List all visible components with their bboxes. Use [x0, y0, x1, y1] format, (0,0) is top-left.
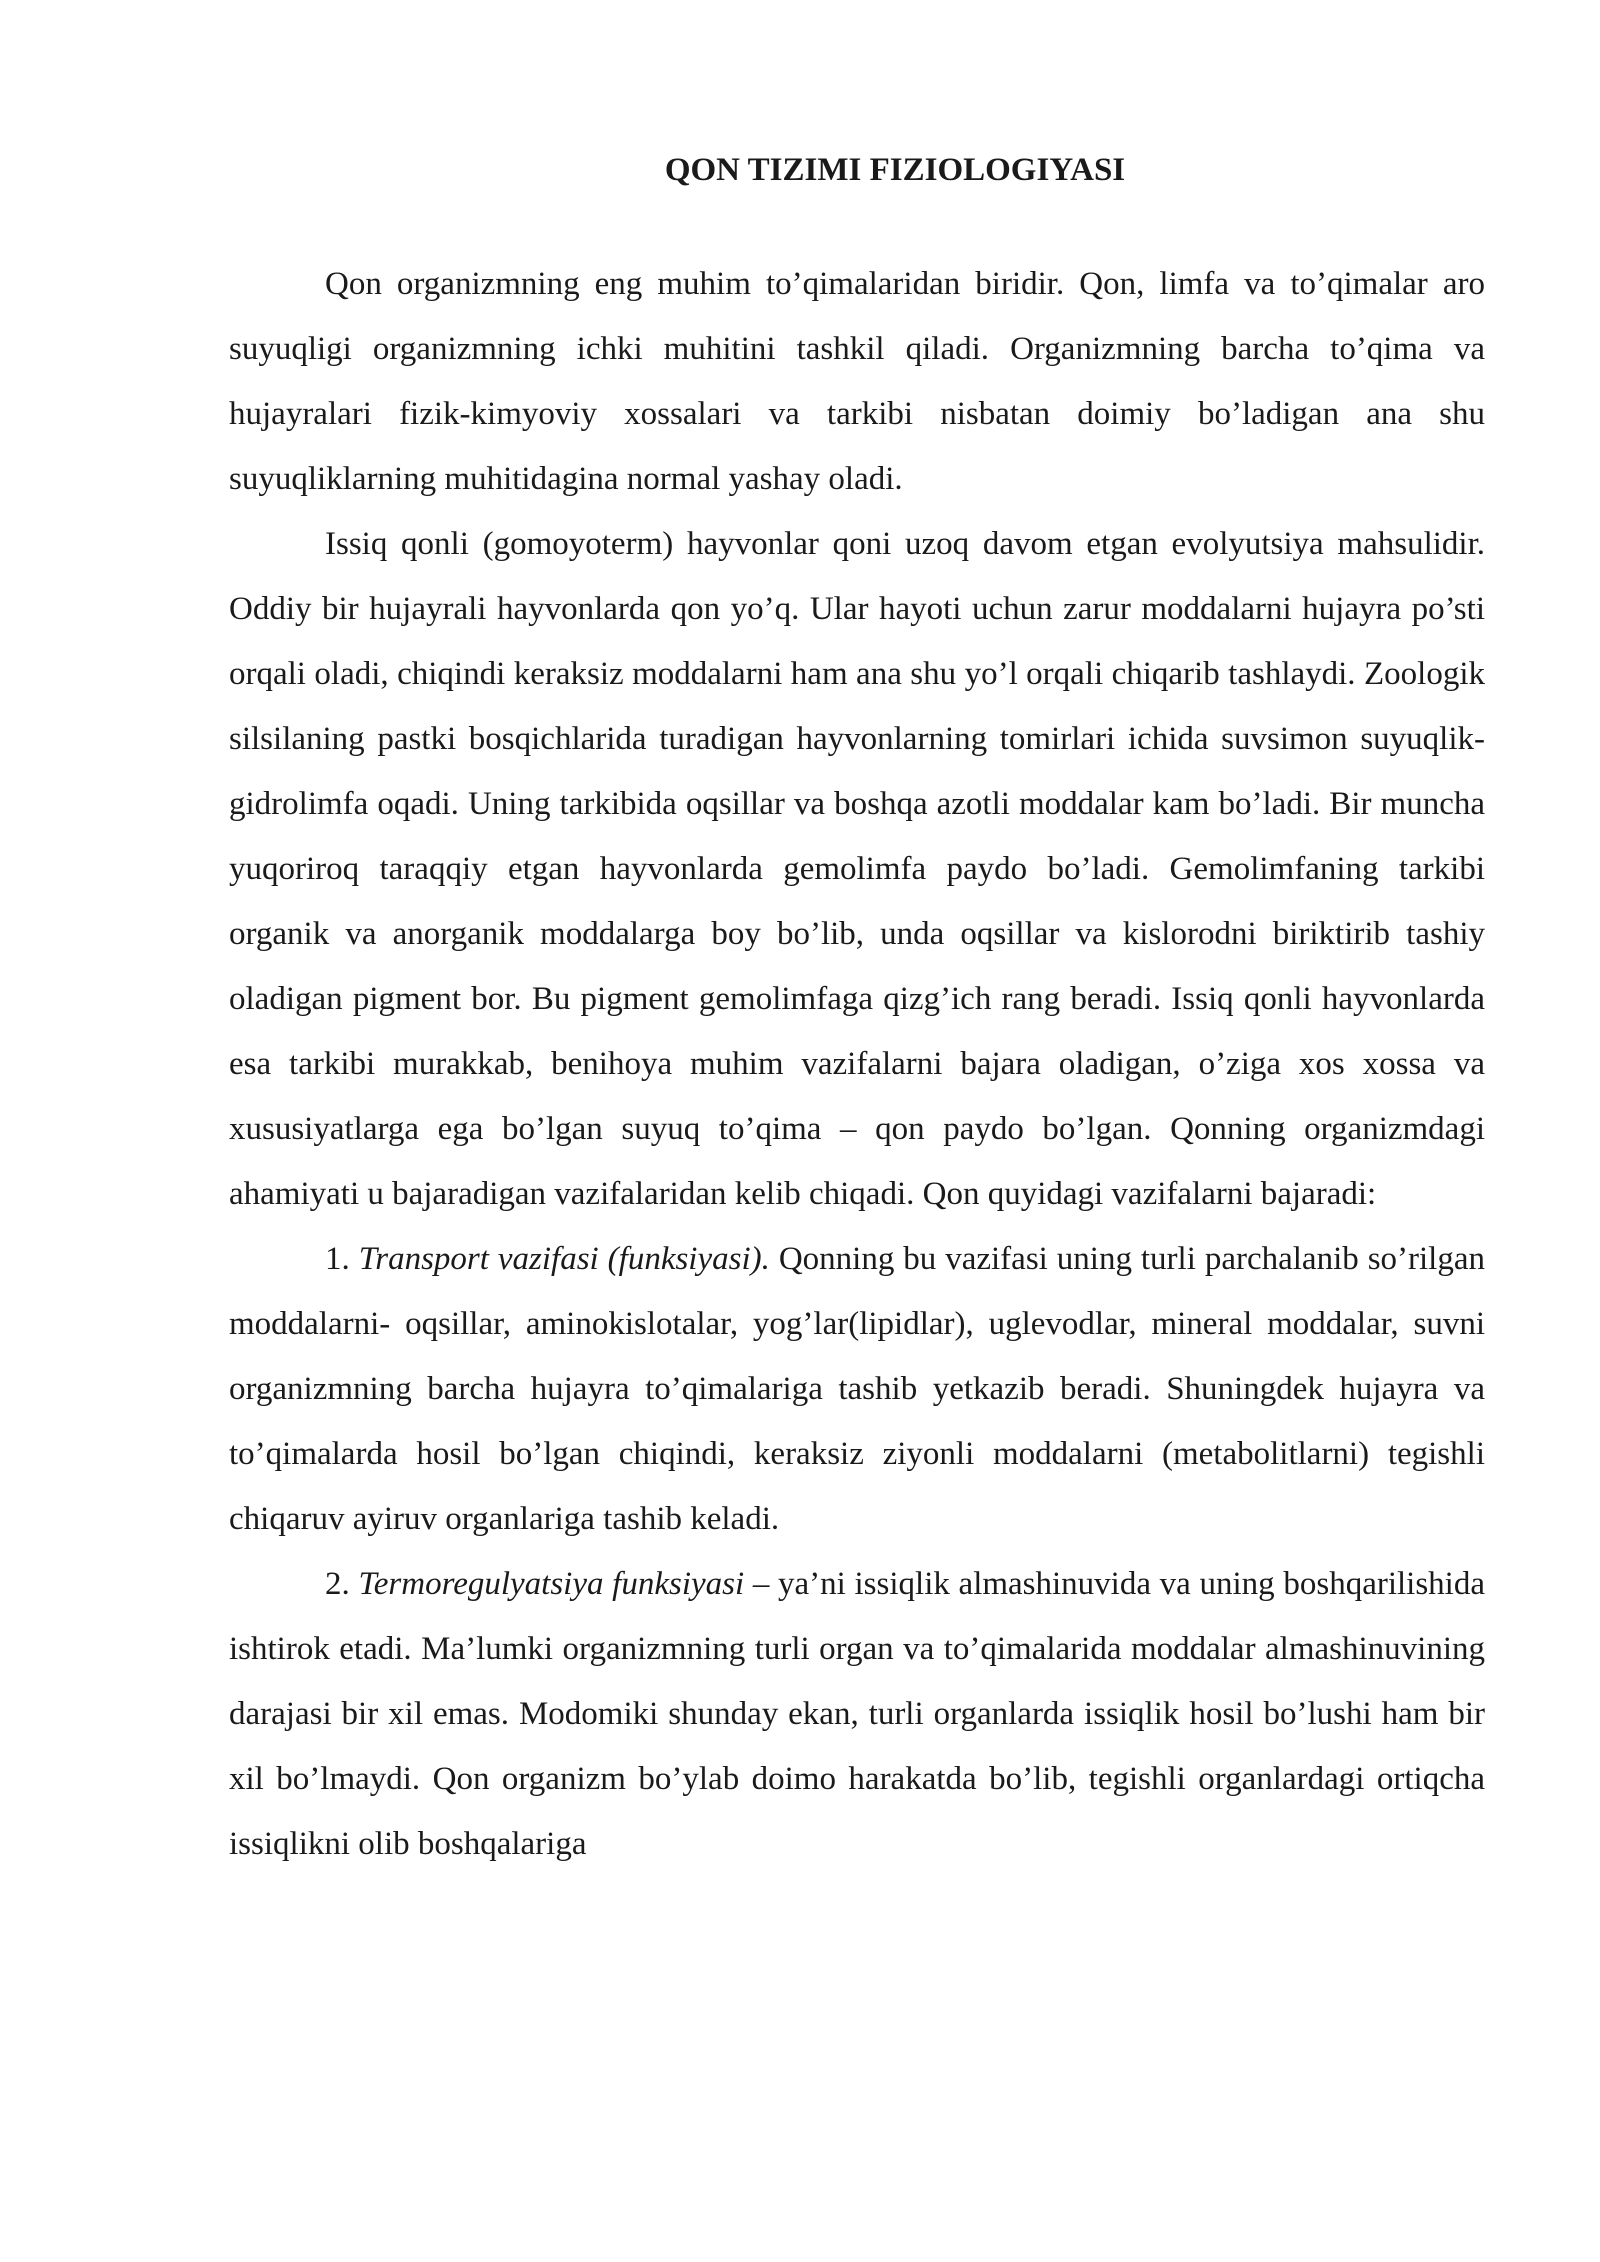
- paragraph-thermoregulation-function: [229, 1552, 1485, 1877]
- paragraph-text: Qon organizmning eng muhim to’qimalaridan biridir. Qon, limfa va to’qimalar aro suyuqligi organizmning ichki muhitini tashkil qiladi. Organizmning barcha to’qima va hujayralari fizik-kimyoviy xossalari va tarkibi nisbatan doimiy bo’ladigan ana shu suyuqliklarning muhitidagina normal yashay oladi.: [229, 266, 1485, 497]
- paragraph-text: – ya’ni issiqlik almashinuvida va uning boshqarilishida ishtirok etadi. Ma’lumki organizmning turli organ va to’qimalarida moddalar almashinuvining darajasi bir xil emas. Modomiki shunday ekan, turli organlarda issiqlik hosil bo’lushi ham bir xil bo’lmaydi. Qon organizm bo’ylab doimo harakatda bo’lib, tegishli organlardagi ortiqcha issiqlikni olib boshqalariga: [229, 1566, 1485, 1862]
- paragraph-text: Qonning bu vazifasi uning turli parchalanib so’rilgan moddalarni- oqsillar, aminokislotalar, yog’lar(lipidlar), uglevodlar, mineral moddalar, suvni organizmning barcha hujayra to’qimalariga tashib yetkazib beradi. Shuningdek hujayra va to’qimalarda hosil bo’lgan chiqindi, keraksiz ziyonli moddalarni (metabolitlarni) tegishli chiqaruv ayiruv organlariga tashib keladi.: [229, 1241, 1485, 1537]
- document-page: [229, 150, 1485, 1877]
- function-heading: Transport vazifasi (funksiyasi).: [358, 1241, 770, 1277]
- list-number: 1.: [325, 1241, 350, 1277]
- function-heading: Termoregulyatsiya funksiyasi: [358, 1566, 745, 1602]
- paragraph-intro: [229, 252, 1485, 512]
- paragraph-transport-function: [229, 1227, 1485, 1552]
- paragraph-text: Issiq qonli (gomoyoterm) hayvonlar qoni uzoq davom etgan evolyutsiya mahsulidir. Oddiy bir hujayrali hayvonlarda qon yo’q. Ular hayoti uchun zarur moddalarni hujayra po’sti orqali oladi, chiqindi keraksiz moddalarni ham ana shu yo’l orqali chiqarib tashlaydi. Zoologik silsilaning pastki bosqichlarida turadigan hayvonlarning tomirlari ichida suvsimon suyuqlik-gidrolimfa oqadi. Uning tarkibida oqsillar va boshqa azotli moddalar kam bo’ladi. Bir muncha yuqoriroq taraqqiy etgan hayvonlarda gemolimfa paydo bo’ladi. Gemolimfaning tarkibi organik va anorganik moddalarga boy bo’lib, unda oqsillar va kislorodni biriktirib tashiy oladigan pigment bor. Bu pigment gemolimfaga qizg’ich rang beradi. Issiq qonli hayvonlarda esa tarkibi murakkab, benihoya muhim vazifalarni bajara oladigan, o’ziga xos xossa va xususiyatlarga ega bo’lgan suyuq to’qima – qon paydo bo’lgan. Qonning organizmdagi ahamiyati u bajaradigan vazifalaridan kelib chiqadi. Qon quyidagi vazifalarni bajaradi:: [229, 526, 1485, 1212]
- paragraph-evolution: [229, 512, 1485, 1227]
- list-number: 2.: [325, 1566, 350, 1602]
- document-title: QON TIZIMI FIZIOLOGIYASI: [664, 152, 1126, 188]
